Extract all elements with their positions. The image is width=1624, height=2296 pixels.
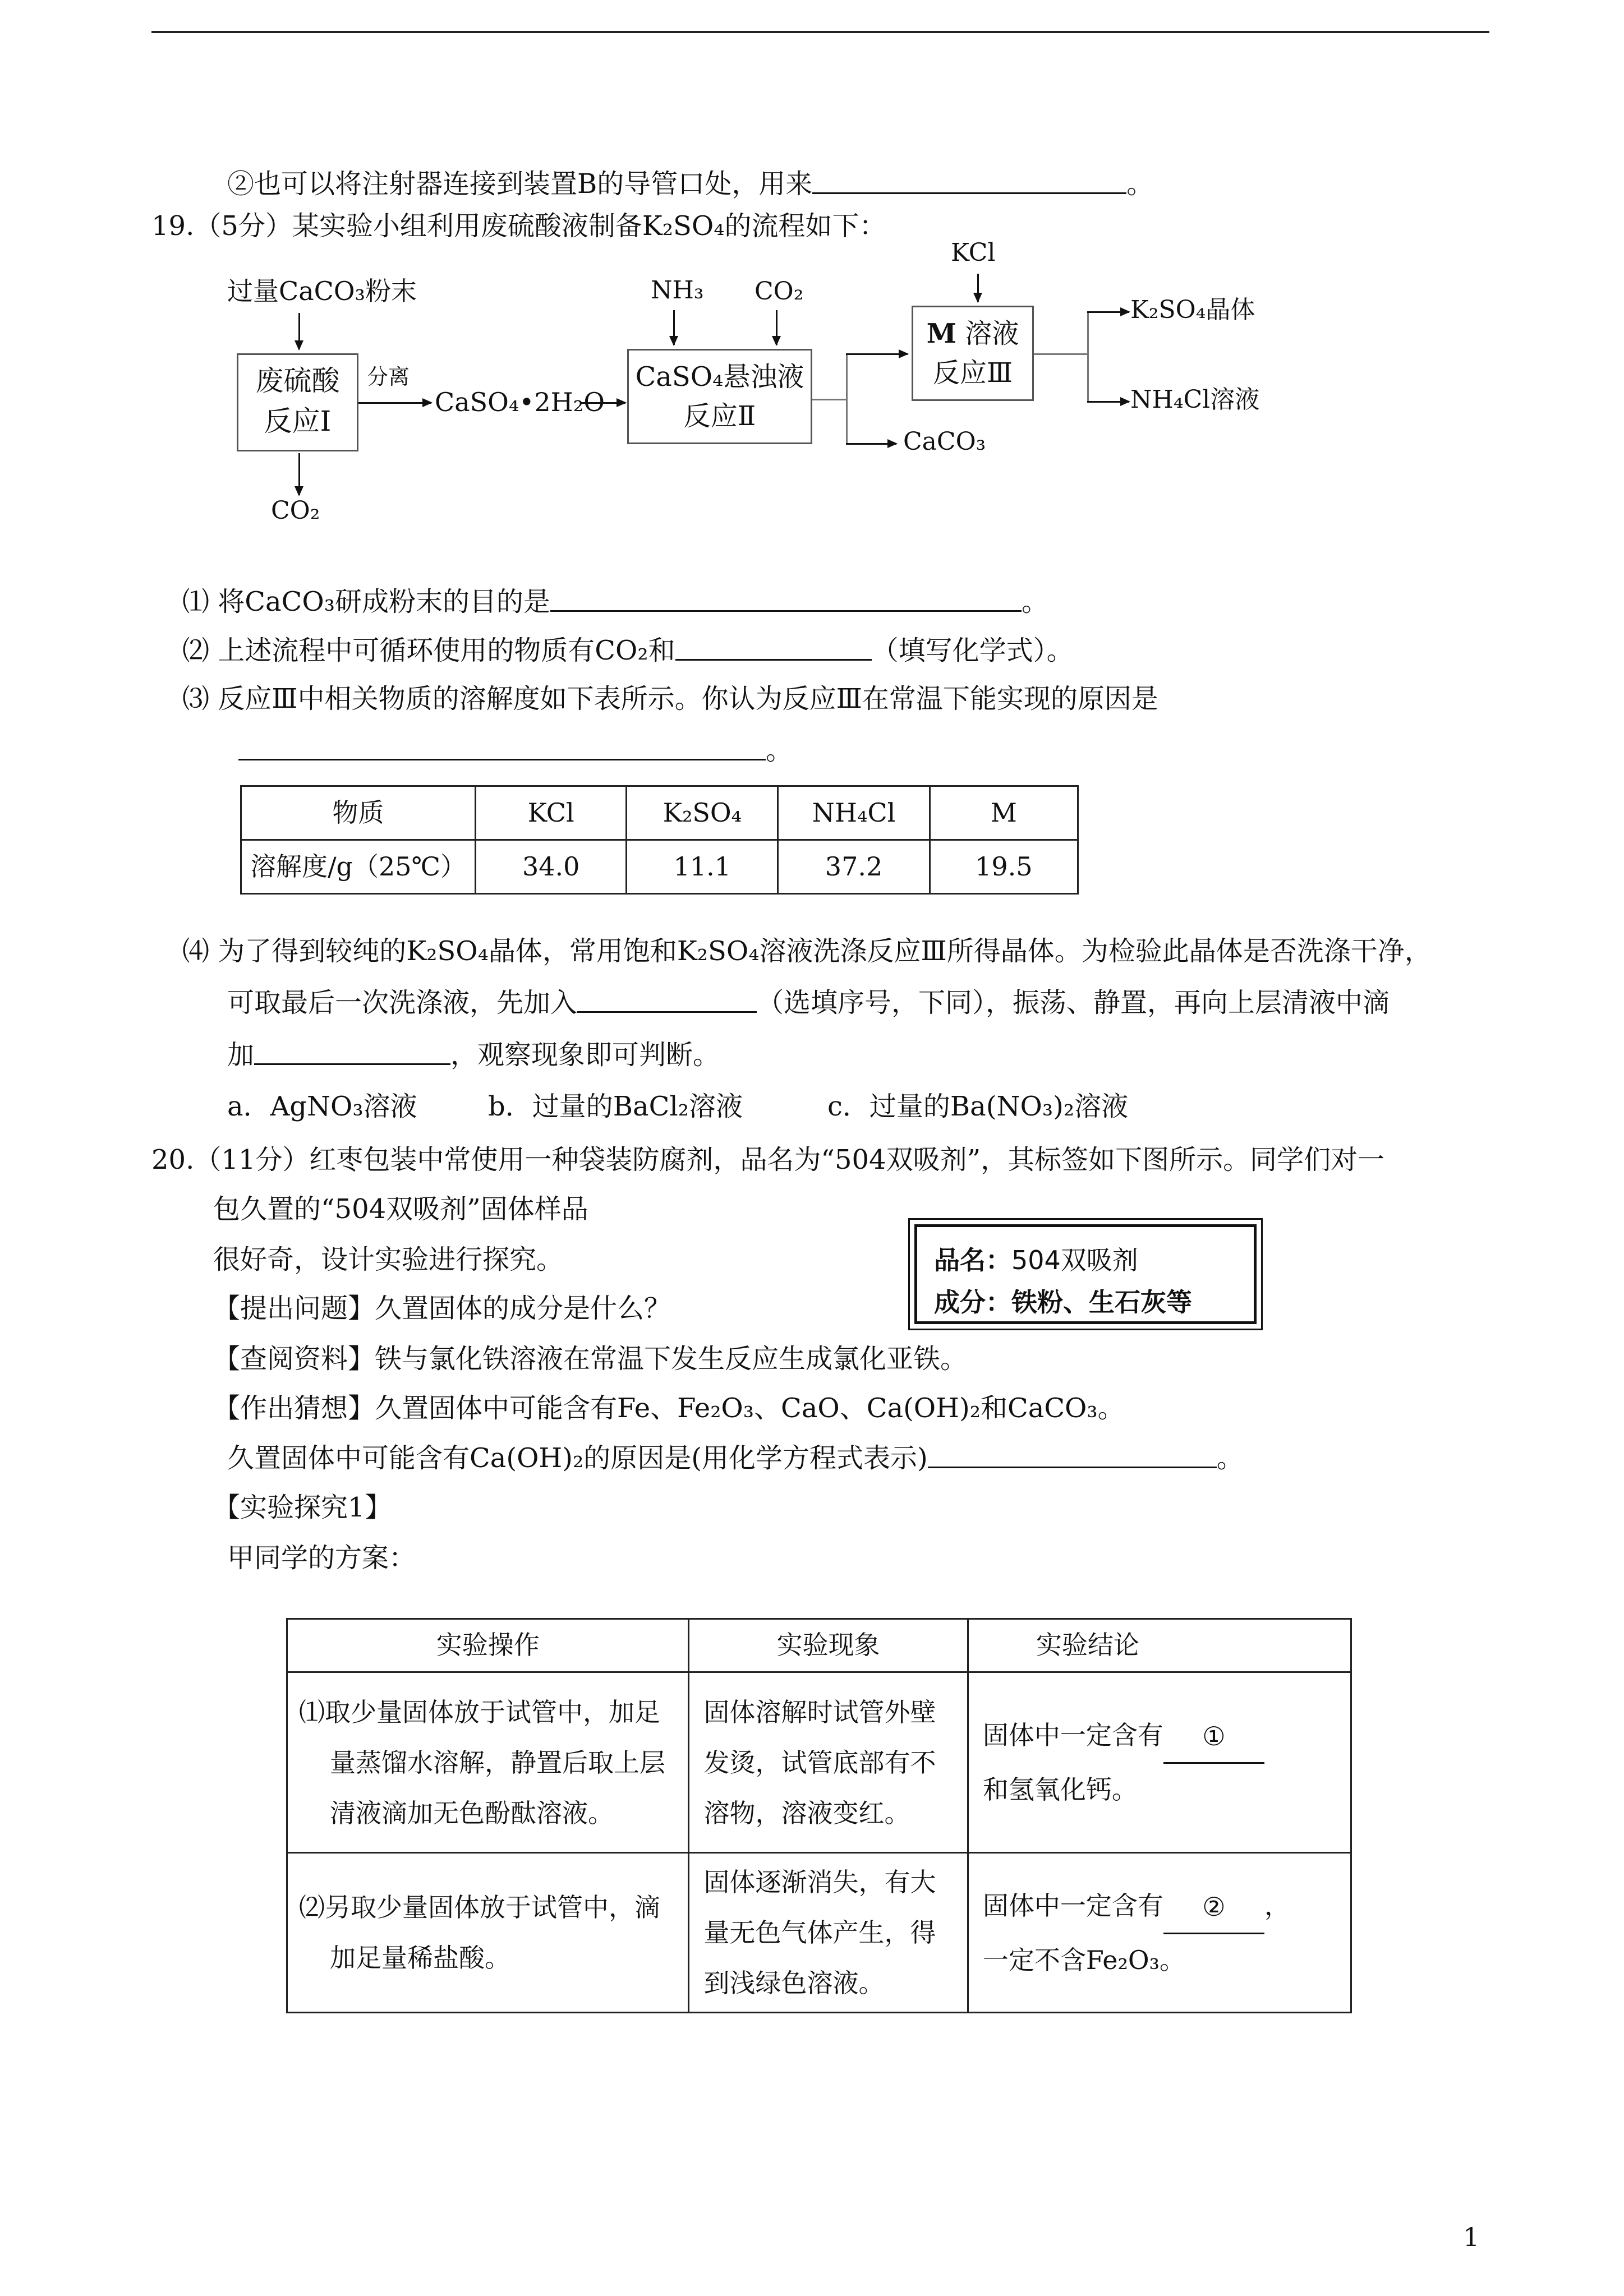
answer-blank-1[interactable]: ① [1163, 1711, 1264, 1764]
flow-arrow [298, 313, 300, 349]
q20-reason-line: 久置固体中可能含有Ca(OH)₂的原因是(用化学方程式表示) 。 [227, 1442, 1244, 1474]
q19-sub4-line3: 加 ，观察现象即可判断。 [227, 1039, 720, 1071]
product-label: 品名：504双吸剂 成分：铁粉、生石灰等 [914, 1224, 1257, 1324]
flow-arrow [846, 353, 908, 355]
q20-line3: 很好奇，设计实验进行探究。 [213, 1244, 564, 1275]
q20-hypothesis: 【作出猜想】久置固体中可能含有Fe、Fe₂O₃、CaO、Ca(OH)₂和CaCO₃。 [213, 1393, 1125, 1424]
q19-sub4-line1: ⑷ 为了得到较纯的K₂SO₄晶体，常用饱和K₂SO₄溶液洗涤反应Ⅲ所得晶体。为检验此晶体是否洗涤干净， [182, 935, 1432, 967]
experiment-table [286, 1618, 1352, 2013]
table-row: ⑵另取少量固体放于试管中，滴 加足量稀盐酸。 固体逐渐消失，有大 量无色气体产生，得 到浅绿色溶液。 固体中一定含有 ② ， 一定不含Fe₂O₃。 [287, 1853, 1351, 2013]
flow-input-caco3: 过量CaCO₃粉末 [227, 276, 417, 306]
flow-arrow [358, 402, 431, 404]
q18-tail-line: ②也可以将注射器连接到装置B的导管口处，用来 。 [227, 168, 1154, 200]
flow-arrow [298, 453, 300, 495]
table-header-row: 物质 KCl K₂SO₄ NH₄Cl M [241, 786, 1078, 840]
q19-sub4-line2: 可取最后一次洗涤液，先加入 （选填序号，下同），振荡、静置，再向上层清液中滴 [227, 987, 1390, 1018]
flow-arrow [673, 310, 675, 345]
flow-line [812, 399, 846, 400]
q19-sub3-answer-line: 。 [238, 735, 793, 767]
q19-sub3: ⑶ 反应Ⅲ中相关物质的溶解度如下表所示。你认为反应Ⅲ在常温下能实现的原因是 [182, 683, 1158, 714]
answer-blank[interactable] [238, 759, 766, 760]
q20-plan-title: 甲同学的方案： [227, 1542, 416, 1574]
q19-title: 19.（5分）某实验小组利用废硫酸液制备K₂SO₄的流程如下： [151, 210, 886, 242]
flow-box-reaction3: M 溶液 反应Ⅲ [912, 306, 1034, 401]
flow-arrow [581, 402, 625, 404]
q19-sub1: ⑴ 将CaCO₃研成粉末的目的是 。 [182, 586, 1048, 617]
q20-line1: 20.（11分）红枣包装中常使用一种袋装防腐剂，品名为“504双吸剂”，其标签如下图所示。同学们对一 [151, 1144, 1385, 1175]
flow-out-co2: CO₂ [271, 496, 320, 525]
flow-box-reaction2: CaSO₄悬浊液 反应Ⅱ [627, 349, 812, 444]
answer-blank[interactable] [550, 610, 1022, 612]
flow-arrow [1087, 311, 1129, 313]
q19-options [227, 1091, 417, 1123]
flow-line [846, 353, 848, 443]
flow-arrow [977, 274, 979, 302]
q19-sub2: ⑵ 上述流程中可循环使用的物质有CO₂和 （填写化学式）。 [182, 635, 1074, 666]
flow-mid-product: CaSO₄•2H₂O [435, 387, 605, 417]
q20-explore-title: 【实验探究1】 [213, 1492, 392, 1523]
flow-co2-in: CO₂ [755, 277, 804, 306]
answer-blank[interactable] [928, 1467, 1217, 1468]
flow-caco3-out: CaCO₃ [903, 427, 986, 456]
table-row: 溶解度/g（25℃） 34.0 11.1 37.2 19.5 [241, 840, 1078, 894]
flow-nh3: NH₃ [651, 276, 704, 305]
page-number: 1 [1463, 2222, 1480, 2252]
q20-problem: 【提出问题】久置固体的成分是什么？ [213, 1293, 671, 1324]
option-a: a．AgNO₃溶液 [227, 1091, 417, 1122]
flow-k2so4-out: K₂SO₄晶体 [1130, 296, 1255, 324]
answer-blank[interactable] [254, 1063, 450, 1065]
flow-kcl: KCl [951, 238, 996, 267]
answer-blank[interactable] [812, 192, 1126, 194]
flow-arrow [1087, 401, 1129, 403]
q20-line2: 包久置的“504双吸剂”固体样品 [213, 1193, 588, 1225]
flow-line [1087, 311, 1089, 401]
q19-option-c: c．过量的Ba(NO₃)₂溶液 [827, 1091, 1129, 1122]
solubility-table [240, 785, 1079, 895]
flow-arrow [846, 443, 896, 445]
flow-box-reaction1: 废硫酸 反应Ⅰ [237, 353, 358, 451]
q20-reference: 【查阅资料】铁与氯化铁溶液在常温下发生反应生成氯化亚铁。 [213, 1343, 968, 1375]
header-rule [151, 31, 1489, 33]
answer-blank-2[interactable]: ② [1163, 1881, 1264, 1934]
flow-arrow [776, 310, 778, 345]
answer-blank[interactable] [577, 1011, 757, 1013]
table-row: ⑴取少量固体放于试管中，加足 量蒸馏水溶解，静置后取上层 清液滴加无色酚酞溶液。 固体溶解时试管外壁 发烫，试管底部有不 溶物，溶液变红。 固体中一定含有 ① 和氢氧化钙。 [287, 1672, 1351, 1853]
flow-nh4cl-out: NH₄Cl溶液 [1130, 385, 1260, 414]
flow-line [1034, 353, 1087, 355]
flow-separate-label: 分离 [367, 365, 410, 389]
q19-option-b: b．过量的BaCl₂溶液 [488, 1091, 743, 1122]
answer-blank[interactable] [675, 659, 872, 661]
table-header-row: 实验操作 实验现象 实验结论 [287, 1619, 1351, 1672]
